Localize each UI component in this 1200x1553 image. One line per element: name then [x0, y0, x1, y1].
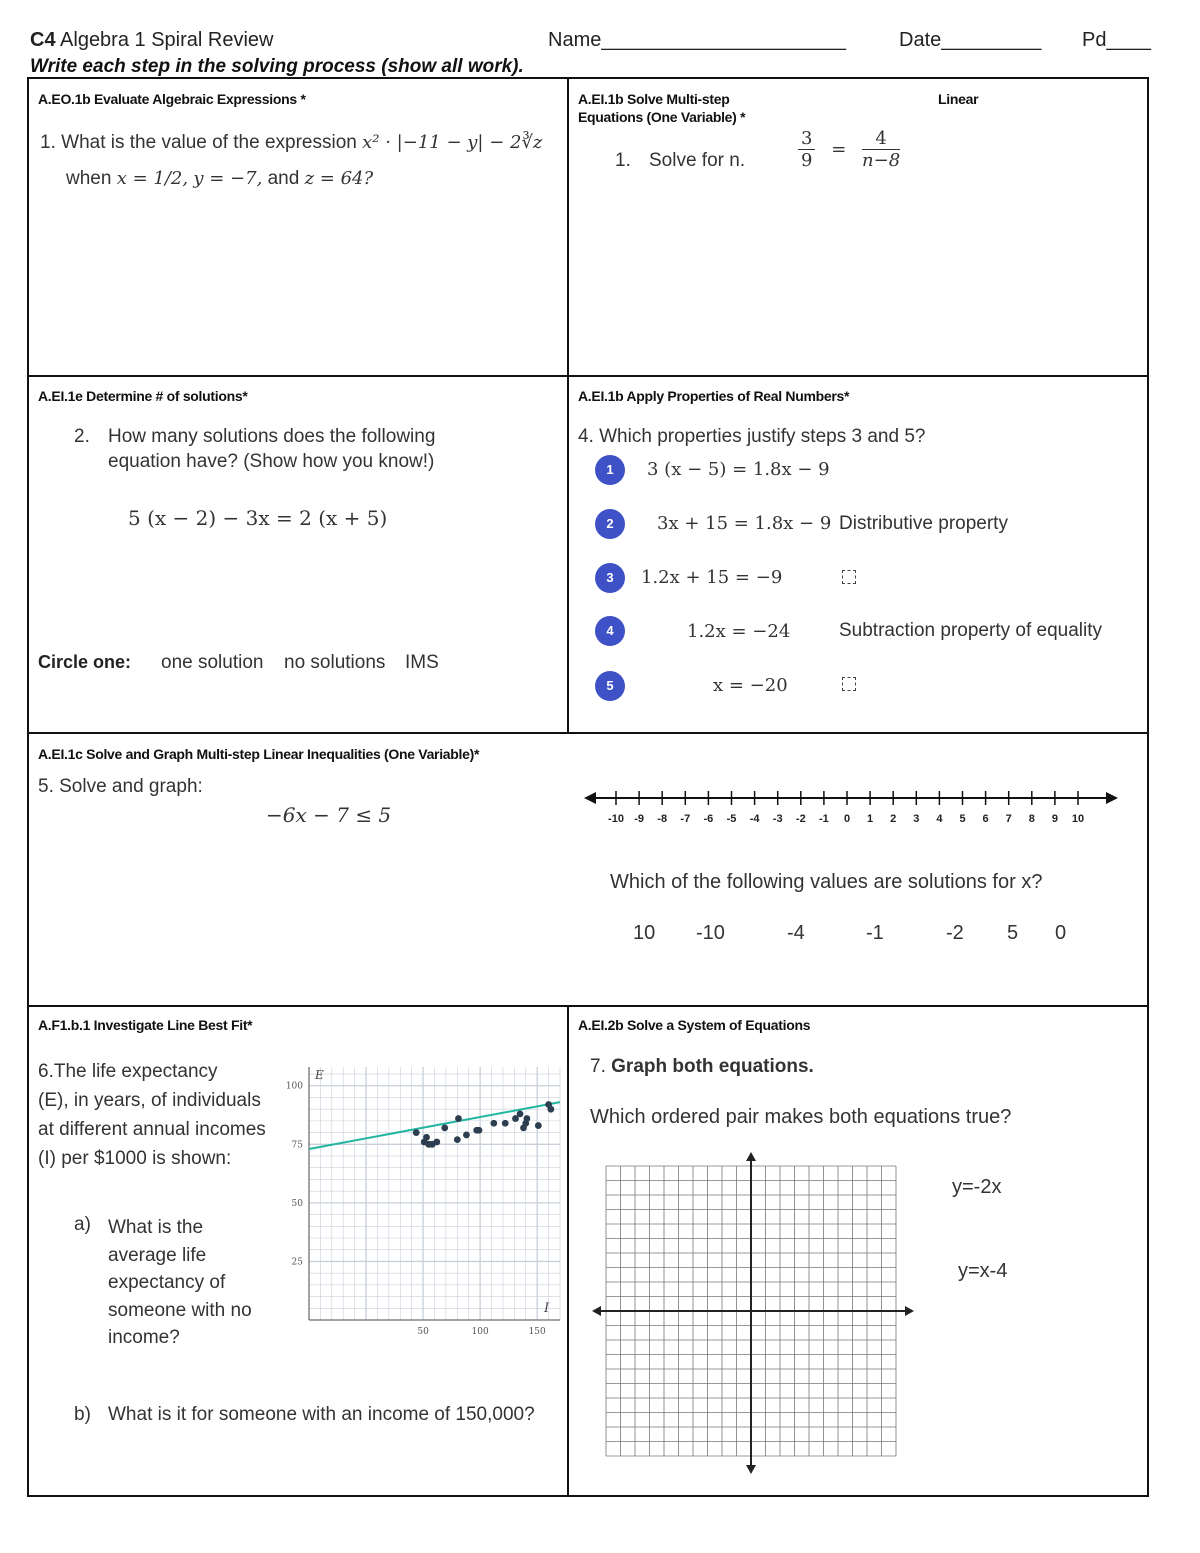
part-b-text: What is it for someone with an income of 150,000?	[108, 1404, 535, 1425]
number-line-label: 5	[959, 813, 966, 825]
standard-tag: A.EI.2b Solve a System of Equations	[578, 1017, 811, 1033]
part-a-label: a)	[74, 1214, 91, 1235]
option-one-solution[interactable]: one solution	[161, 652, 264, 673]
step-1-equation: 3 (x − 5) = 1.8x − 9	[647, 459, 830, 480]
course-title: Algebra 1 Spiral Review	[60, 29, 274, 51]
equation-2: y=x-4	[958, 1260, 1008, 1282]
question-5-choices-prompt: Which of the following values are solutions for x?	[610, 871, 1043, 893]
part-a-text: What is the average life expectancy of someone with no income?	[108, 1217, 252, 1348]
data-point	[547, 1106, 554, 1113]
proportion-equation: $\frac{3}{9}$ = $\frac{4}{n-8}$	[798, 128, 900, 171]
equation: 5 (x − 2) − 3x = 2 (x + 5)	[128, 506, 388, 530]
choice-value-neg4[interactable]: -4	[787, 922, 805, 944]
number-line-label: 4	[936, 813, 943, 825]
data-point	[423, 1134, 430, 1141]
number-line-label: 1	[867, 813, 874, 825]
x-axis-label: I	[544, 1301, 550, 1316]
number-line-label: -10	[608, 813, 624, 825]
expression: x² · |−11 − y| − 2∛z	[362, 132, 543, 153]
choice-value-neg10[interactable]: -10	[696, 922, 725, 944]
question-3-line2: equation have? (Show how you know!)	[108, 451, 435, 472]
number-line-label: 2	[890, 813, 897, 825]
number-line-label: -7	[680, 813, 691, 825]
number-line-label: -9	[634, 813, 644, 825]
choice-value-neg2[interactable]: -2	[946, 922, 964, 944]
step-1-badge: 1	[595, 455, 625, 485]
number-line-label: 10	[1071, 813, 1085, 825]
standard-tag-right: Linear	[938, 91, 979, 107]
option-ims[interactable]: IMS	[405, 652, 439, 673]
number-line-label: 0	[843, 813, 851, 825]
y-tick-label: 50	[291, 1198, 303, 1209]
question-3-number: 2.	[74, 426, 90, 447]
step-3-badge: 3	[595, 563, 625, 593]
left-arrow-icon	[584, 792, 596, 804]
question-6-text: 6.The life expectancy (E), in years, of individuals at different annual incomes (I) per $1000 is shown:	[38, 1061, 266, 1169]
question-1-conditions: when x = 1/2, y = −7, and z = 64?	[66, 168, 374, 189]
data-point	[535, 1122, 542, 1129]
number-line-label: 9	[1051, 813, 1058, 825]
question-7-instruction: 7. Graph both equations.	[590, 1056, 814, 1077]
data-point	[463, 1132, 470, 1139]
arrow-down-icon	[746, 1465, 756, 1474]
equation-1: y=-2x	[952, 1176, 1002, 1198]
standard-tag: A.EI.1b Apply Properties of Real Numbers*	[578, 388, 850, 404]
choice-value-0[interactable]: 0	[1055, 922, 1067, 944]
scatter-plot	[282, 1062, 567, 1342]
period-field[interactable]: Pd____	[1082, 29, 1151, 51]
inequality: −6x − 7 ≤ 5	[266, 803, 392, 827]
data-point	[517, 1110, 524, 1117]
question-7-prompt: Which ordered pair makes both equations true?	[590, 1106, 1012, 1128]
x-tick-label: 150	[528, 1327, 546, 1337]
number-line[interactable]	[584, 783, 1119, 828]
worksheet-title	[30, 29, 273, 52]
step-4-reason: Subtraction property of equality	[839, 620, 1102, 641]
instructions: Write each step in the solving process (show all work).	[30, 56, 524, 77]
y-tick-label: 100	[285, 1081, 303, 1092]
course-prefix: C4	[30, 29, 56, 51]
y-tick-label: 75	[291, 1140, 303, 1151]
step-3-equation: 1.2x + 15 = −9	[641, 567, 783, 588]
arrow-right-icon	[905, 1306, 914, 1316]
arrow-up-icon	[746, 1152, 756, 1161]
data-point	[455, 1115, 462, 1122]
number-line-label: -2	[795, 813, 806, 825]
step-2-equation: 3x + 15 = 1.8x − 9	[657, 513, 832, 534]
number-line-label: -6	[703, 813, 714, 825]
name-field[interactable]: Name______________________	[548, 29, 847, 51]
data-point	[490, 1120, 497, 1127]
x-value: x = 1/2,	[116, 168, 189, 189]
standard-tag: A.EI.1e Determine # of solutions*	[38, 388, 248, 404]
cell-q1	[27, 77, 569, 377]
data-point	[524, 1115, 531, 1122]
number-line-label: -4	[749, 813, 760, 825]
question-4-text: 4. Which properties justify steps 3 and 5?	[578, 426, 926, 447]
step-5-badge: 5	[595, 671, 625, 701]
number-line-label: 7	[1005, 813, 1012, 825]
data-point	[413, 1129, 420, 1136]
number-line-label: 6	[982, 813, 989, 825]
y-tick-label: 25	[291, 1257, 303, 1268]
standard-tag: A.EO.1b Evaluate Algebraic Expressions *	[38, 91, 306, 107]
choice-value-10[interactable]: 10	[633, 922, 656, 944]
number-line-label: -8	[657, 813, 668, 825]
number-line-label: 8	[1028, 813, 1035, 825]
arrow-left-icon	[592, 1306, 601, 1316]
step-4-equation: 1.2x = −24	[687, 621, 791, 642]
standard-tag: A.EI.1c Solve and Graph Multi-step Linear Inequalities (One Variable)*	[38, 746, 480, 762]
number-line-label: -1	[819, 813, 829, 825]
part-b-label: b)	[74, 1404, 91, 1425]
x-tick-label: 100	[471, 1327, 489, 1337]
number-line-label: -5	[726, 813, 737, 825]
y-value: y = −7,	[193, 168, 263, 189]
data-point	[476, 1127, 483, 1134]
data-point	[441, 1125, 448, 1132]
step-3-answer-box[interactable]	[842, 570, 856, 584]
data-point	[454, 1136, 461, 1143]
step-2-reason: Distributive property	[839, 513, 1008, 534]
step-5-answer-box[interactable]	[842, 677, 856, 691]
number-line-label: -3	[772, 813, 783, 825]
option-no-solutions[interactable]: no solutions	[284, 652, 386, 673]
step-4-badge: 4	[595, 616, 625, 646]
choice-value-5[interactable]: 5	[1007, 922, 1019, 944]
date-field[interactable]: Date_________	[899, 29, 1042, 51]
standard-tag: A.F1.b.1 Investigate Line Best Fit*	[38, 1017, 253, 1033]
standard-tag-line2: Equations (One Variable) *	[578, 109, 746, 125]
coordinate-grid[interactable]	[592, 1152, 914, 1474]
number-line-label: 3	[913, 813, 920, 825]
circle-one-label: Circle one:	[38, 652, 132, 672]
question-1-text: 1. What is the value of the expression x² · |−11 − y| − 2∛z	[40, 132, 543, 153]
question-2-text: Solve for n.	[649, 150, 746, 171]
choice-value-neg1[interactable]: -1	[866, 922, 884, 944]
z-value: z = 64?	[304, 168, 374, 189]
cell-q5	[27, 732, 1149, 1007]
data-point	[433, 1139, 440, 1146]
data-point	[502, 1120, 509, 1127]
x-tick-label: 50	[417, 1327, 429, 1337]
question-2-number: 1.	[615, 150, 631, 171]
right-arrow-icon	[1106, 792, 1118, 804]
y-axis-label: E	[315, 1068, 324, 1082]
standard-tag-line1: A.EI.1b Solve Multi-step	[578, 91, 730, 107]
question-5-text: 5. Solve and graph:	[38, 776, 203, 797]
step-2-badge: 2	[595, 509, 625, 539]
step-5-equation: x = −20	[713, 675, 788, 696]
question-3-line1: How many solutions does the following	[108, 426, 436, 447]
